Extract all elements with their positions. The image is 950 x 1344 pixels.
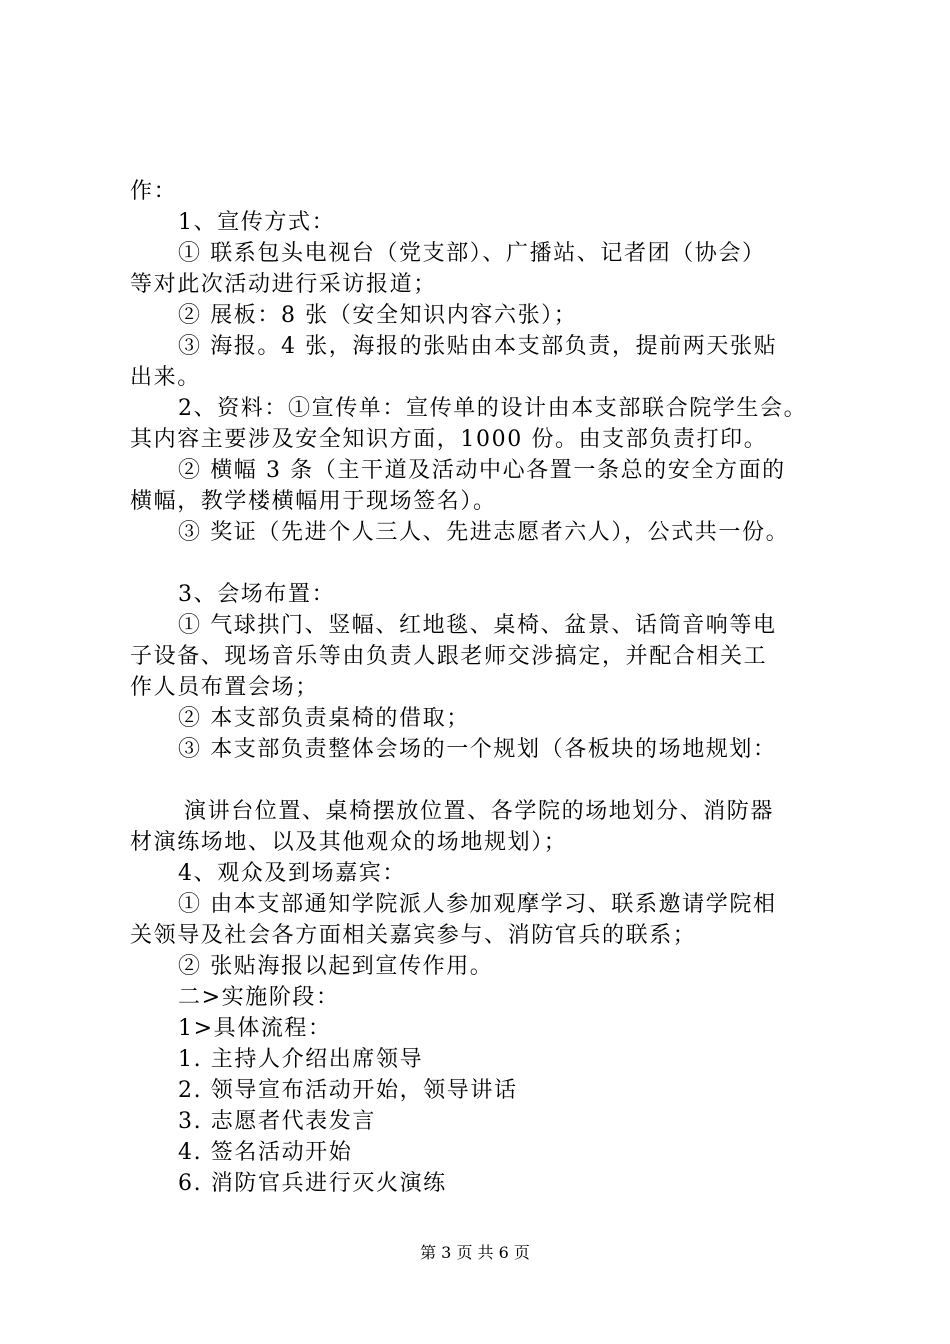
text-line: 二>实施阶段： xyxy=(178,985,340,1010)
text-line: 2. 领导宣布活动开始，领导讲话 xyxy=(178,1078,518,1103)
text-line: 出来。 xyxy=(130,365,201,390)
text-line: ③ 海报。4 张，海报的张贴由本支部负责，提前两天张贴 xyxy=(178,334,778,359)
text-line: 关领导及社会各方面相关嘉宾参与、消防官兵的联系； xyxy=(130,923,697,948)
text-line: 子设备、现场音乐等由负责人跟老师交涉搞定，并配合相关工 xyxy=(130,644,768,669)
document-body xyxy=(130,176,840,1199)
text-line: ② 本支部负责桌椅的借取； xyxy=(178,706,470,731)
text-line: ① 由本支部通知学院派人参加观摩学习、联系邀请学院相 xyxy=(178,892,777,917)
text-line: 等对此次活动进行采访报道； xyxy=(130,272,437,297)
blank-line xyxy=(130,765,840,796)
text-line: 4. 签名活动开始 xyxy=(178,1140,353,1165)
text-line: 3. 志愿者代表发言 xyxy=(178,1109,376,1134)
text-line: 1、宣传方式： xyxy=(178,210,336,235)
text-line: ② 展板：8 张（安全知识内容六张）； xyxy=(178,303,578,328)
text-line: ② 横幅 3 条（主干道及活动中心各置一条总的安全方面的 xyxy=(178,458,786,483)
page-footer: 第 3 页 共 6 页 xyxy=(420,1243,530,1262)
text-line: 4、观众及到场嘉宾： xyxy=(178,861,406,886)
text-line: 3、会场布置： xyxy=(178,582,336,607)
text-line: 材演练场地、以及其他观众的场地规划）； xyxy=(130,830,568,855)
text-line: 其内容主要涉及安全知识方面，1000 份。由支部负责打印。 xyxy=(130,427,768,452)
text-line: 作人员布置会场； xyxy=(130,675,319,700)
text-line: 6. 消防官兵进行灭火演练 xyxy=(178,1171,447,1196)
text-line: ① 气球拱门、竖幅、红地毯、桌椅、盆景、话筒音响等电 xyxy=(178,613,777,638)
text-line: 演讲台位置、桌椅摆放位置、各学院的场地划分、消防器 xyxy=(184,799,775,824)
text-line: 2、资料：①宣传单：宣传单的设计由本支部联合院学生会。 xyxy=(178,396,808,421)
text-line: 横幅，教学楼横幅用于现场签名）。 xyxy=(130,489,497,514)
text-line: ② 张贴海报以起到宣传作用。 xyxy=(178,954,494,979)
text-line: ③ 奖证（先进个人三人、先进志愿者六人），公式共一份。 xyxy=(178,520,790,545)
blank-line xyxy=(130,548,840,579)
text-line: 1>具体流程： xyxy=(178,1016,332,1041)
text-line: ③ 本支部负责整体会场的一个规划（各板块的场地规划： xyxy=(178,737,777,762)
text-line: 1. 主持人介绍出席领导 xyxy=(178,1047,424,1072)
text-line: 作： xyxy=(130,179,178,204)
text-line: ① 联系包头电视台（党支部）、广播站、记者团（协会） xyxy=(178,241,766,266)
